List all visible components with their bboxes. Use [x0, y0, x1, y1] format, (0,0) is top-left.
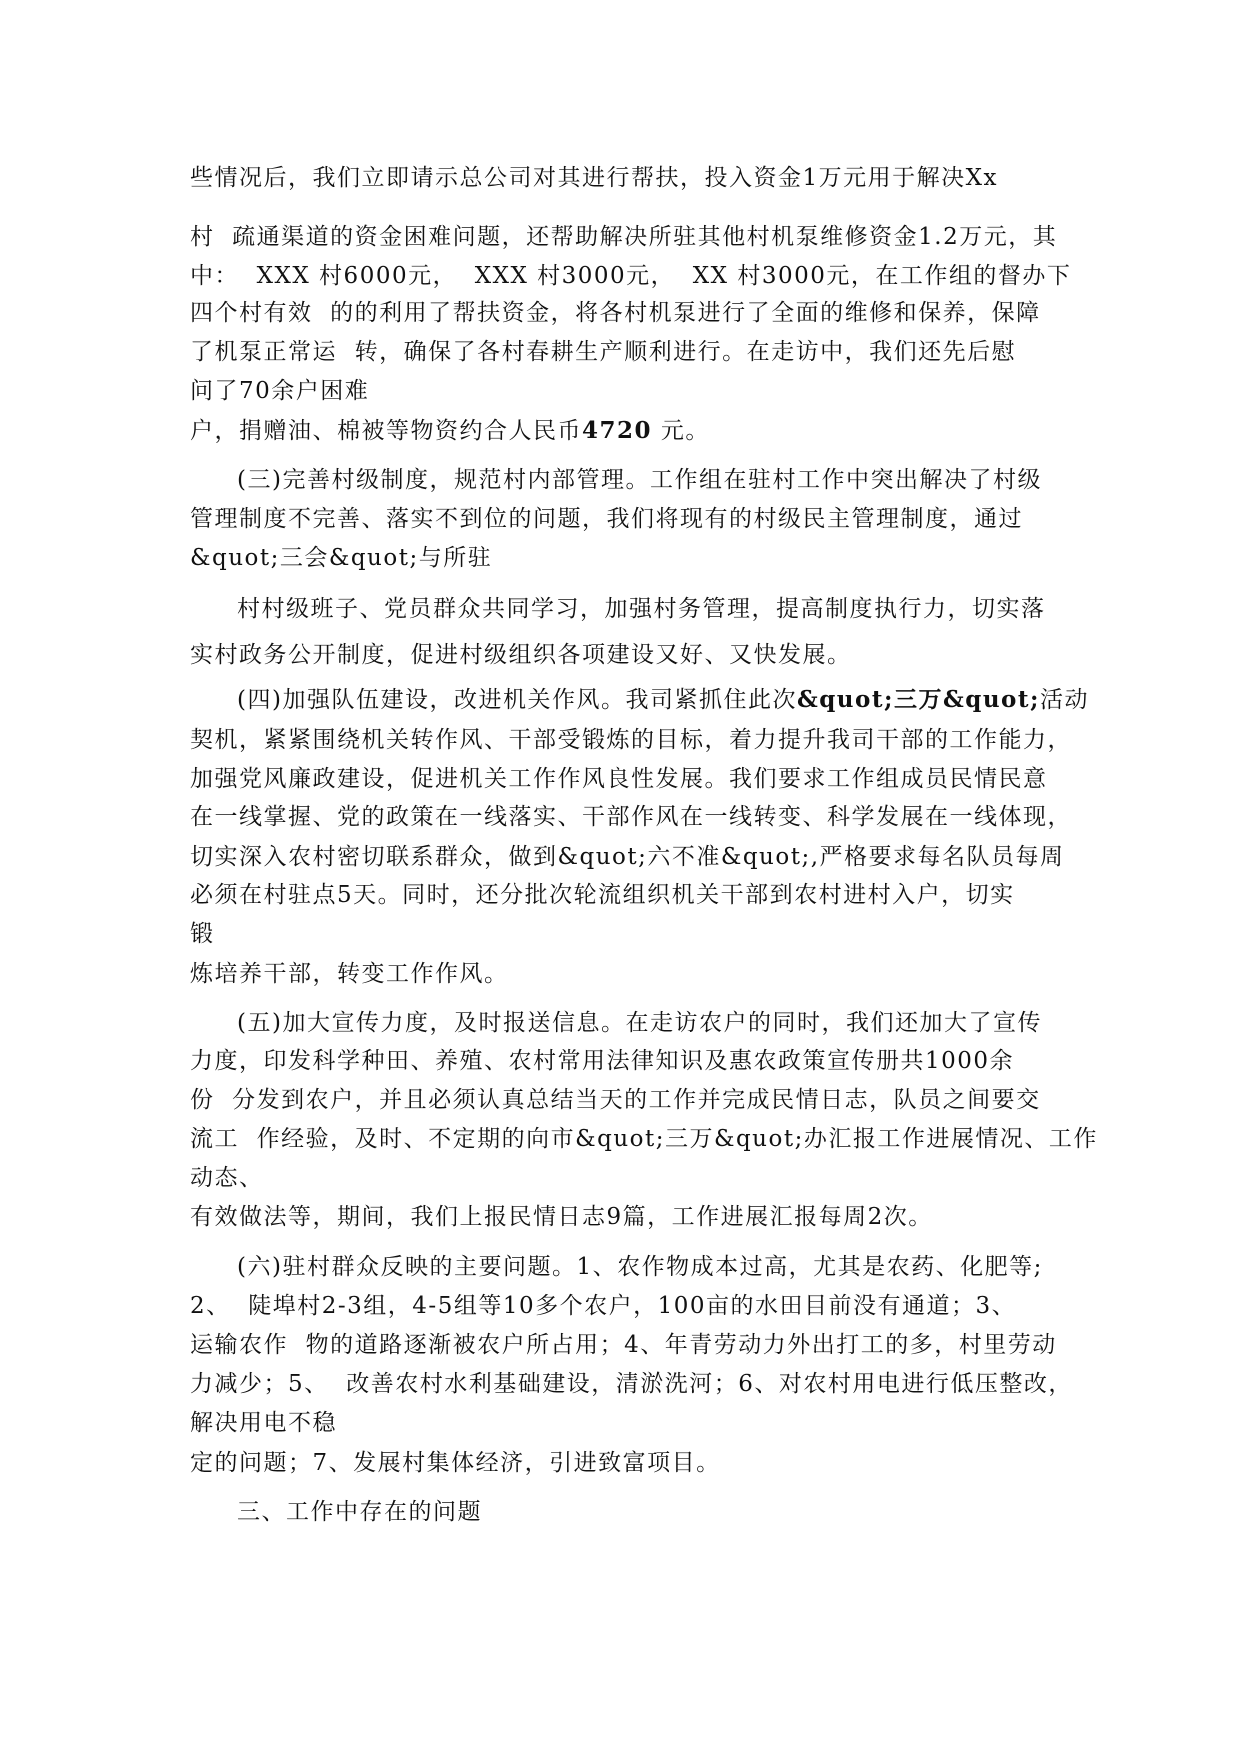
text-line: 问了70余户困难 — [190, 378, 370, 404]
text-line: &quot;三会&quot;与所驻 — [190, 545, 493, 571]
text-line: 解决用电不稳 — [190, 1410, 337, 1436]
text-line: 运输农作 物的道路逐渐被农户所占用；4、年青劳动力外出打工的多，村里劳动 — [190, 1332, 1057, 1358]
paragraph-heading: (三)完善村级制度，规范村内部管理。工作组在驻村工作中突出解决了村级 — [237, 467, 1042, 493]
text-line: 有效做法等，期间，我们上报民情日志9篇，工作进展汇报每周2次。 — [190, 1204, 933, 1230]
text-line: 村村级班子、党员群众共同学习，加强村务管理，提高制度执行力，切实落 — [237, 596, 1046, 622]
text-line: 必须在村驻点5天。同时，还分批次轮流组织机关干部到农村进村入户，切实 — [190, 882, 1015, 908]
paragraph-heading: (五)加大宣传力度，及时报送信息。在走访农户的同时，我们还加大了宣传 — [237, 1010, 1042, 1036]
text-line: 契机，紧紧围绕机关转作风、干部受锻炼的目标，着力提升我司干部的工作能力， — [190, 727, 1072, 753]
text-line: 2、 陡埠村2-3组，4-5组等10多个农户，100亩的水田目前没有通道；3、 — [190, 1293, 1017, 1319]
section-heading: 三、工作中存在的问题 — [237, 1499, 482, 1525]
text-line: 中： XXX 村6000元， XXX 村3000元， XX 村3000元，在工作组的督办下 — [190, 263, 1072, 289]
amount-value: 4720 — [582, 417, 653, 444]
text-line: 了机泵正常运 转，确保了各村春耕生产顺利进行。在走访中，我们还先后慰 — [190, 339, 1017, 365]
text-line: 力减少；5、 改善农村水利基础建设，清淤洗河；6、对农村用电进行低压整改， — [190, 1371, 1073, 1397]
text-line: 动态、 — [190, 1165, 264, 1191]
text-line: 四个村有效 的的利用了帮扶资金，将各村机泵进行了全面的维修和保养，保障 — [190, 300, 1041, 326]
text-line: 实村政务公开制度，促进村级组织各项建设又好、又快发展。 — [190, 642, 852, 668]
text-line: 定的问题；7、发展村集体经济，引进致富项目。 — [190, 1450, 721, 1476]
text-line: 份 分发到农户，并且必须认真总结当天的工作并完成民情日志，队员之间要交 — [190, 1087, 1041, 1113]
text-line: 锻 — [190, 921, 215, 947]
text-line: 村 疏通渠道的资金困难问题，还帮助解决所驻其他村机泵维修资金1.2万元，其 — [190, 224, 1058, 250]
text-line: 在一线掌握、党的政策在一线落实、干部作风在一线转变、科学发展在一线体现， — [190, 804, 1072, 830]
text-segment: (四)加强队伍建设，改进机关作风。我司紧抓住此次 — [237, 687, 797, 713]
text-line — [190, 416, 710, 446]
text-line: 加强党风廉政建设，促进机关工作作风良性发展。我们要求工作组成员民情民意 — [190, 766, 1048, 792]
bold-segment: &quot;三万&quot; — [796, 686, 1041, 713]
paragraph-heading: (六)驻村群众反映的主要问题。1、农作物成本过高，尤其是农药、化肥等; — [237, 1254, 1043, 1280]
text-segment: 元。 — [652, 418, 710, 444]
text-line: 切实深入农村密切联系群众，做到&quot;六不准&quot;,严格要求每名队员每周 — [190, 844, 1065, 870]
text-line: 些情况后，我们立即请示总公司对其进行帮扶，投入资金1万元用于解决Xx — [190, 165, 998, 191]
text-line: 管理制度不完善、落实不到位的问题，我们将现有的村级民主管理制度，通过 — [190, 506, 1023, 532]
paragraph-heading — [237, 685, 1089, 715]
text-line: 力度，印发科学种田、养殖、农村常用法律知识及惠农政策宣传册共1000余 — [190, 1048, 1015, 1074]
text-line: 流工 作经验，及时、不定期的向市&quot;三万&quot;办汇报工作进展情况、工作 — [190, 1126, 1098, 1152]
text-segment: 活动 — [1040, 687, 1090, 713]
text-line: 炼培养干部，转变工作作风。 — [190, 961, 509, 987]
text-segment: 户，捐赠油、棉被等物资约合人民币 — [190, 418, 582, 444]
